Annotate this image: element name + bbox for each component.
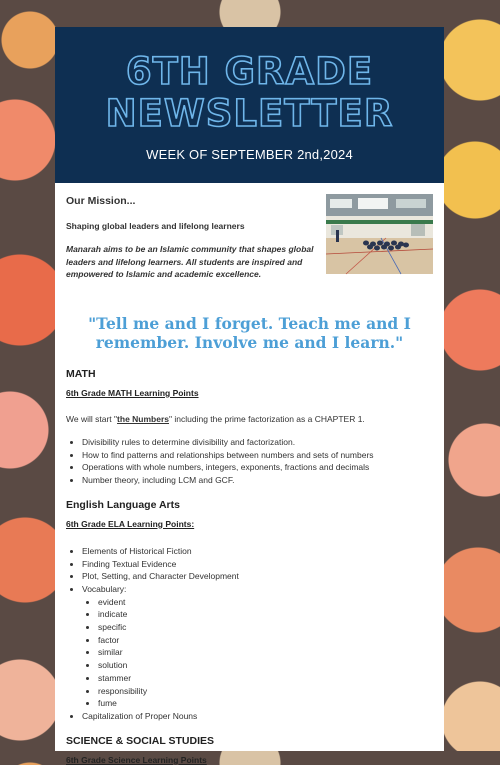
newsletter-title-line2: NEWSLETTER	[105, 92, 394, 135]
list-item: • Elements of Historical Fiction	[82, 545, 433, 558]
vocab-item: • indicate	[98, 608, 433, 621]
vocab-item: • similar	[98, 646, 433, 659]
ela-title: English Language Arts	[66, 498, 180, 511]
vocab-item: • specific	[98, 621, 433, 634]
vocab-list	[82, 596, 433, 710]
science-section	[55, 735, 444, 765]
list-item: • Operations with whole numbers, integers, exponents, fractions and decimals	[82, 461, 433, 474]
newsletter-title-line1: 6TH GRADE	[125, 50, 374, 93]
mission-title: Our Mission...	[66, 195, 136, 207]
vocab-item: • evident	[98, 596, 433, 609]
newsletter-subtitle: WEEK OF SEPTEMBER 2nd,2024	[146, 147, 353, 162]
ela-list	[66, 545, 433, 723]
math-learning-points-link[interactable]: 6th Grade MATH Learning Points	[66, 388, 199, 398]
science-title: SCIENCE & SOCIAL STUDIES	[66, 734, 214, 747]
vocab-item: • factor	[98, 634, 433, 647]
quote: "Tell me and I forget. Teach me and I remember. Involve me and I learn."	[88, 314, 411, 352]
ela-section	[55, 499, 444, 723]
vocab-item: • fume	[98, 697, 433, 710]
math-intro: We will start "the Numbers" including the prime factorization as a CHAPTER 1.	[66, 414, 365, 424]
mission-text: Manarah aims to be an Islamic community that shapes global leaders and lifelong learners. All students are inspired and empowered to Islamic and academic excellence.	[66, 244, 314, 279]
list-item: • Number theory, including LCM and GCF.	[82, 474, 433, 487]
list-item: • How to find patterns and relationships between numbers and sets of numbers	[82, 449, 433, 462]
ela-learning-points-link[interactable]: 6th Grade ELA Learning Points:	[66, 518, 195, 529]
mission-tagline: Shaping global leaders and lifelong learners	[66, 221, 245, 231]
list-item: • Capitalization of Proper Nouns	[82, 710, 433, 723]
list-item: • Divisibility rules to determine divisibility and factorization.	[82, 436, 433, 449]
list-item: • Plot, Setting, and Character Development	[82, 570, 433, 583]
the-numbers-link[interactable]: the Numbers	[117, 414, 170, 424]
gym-photo	[326, 194, 433, 274]
list-item-vocabulary: • Vocabulary: • evident • indicate • specific • factor • similar • solution • stammer • responsibility • fume	[82, 583, 433, 710]
mission-section	[55, 183, 444, 308]
newsletter-card	[55, 27, 444, 765]
vocab-item: • responsibility	[98, 685, 433, 698]
vocab-item: • stammer	[98, 672, 433, 685]
vocab-item: • solution	[98, 659, 433, 672]
math-title: MATH	[66, 368, 96, 380]
list-item: • Finding Textual Evidence	[82, 558, 433, 571]
newsletter-header	[55, 27, 444, 183]
science-learning-points-link[interactable]: 6th Grade Science Learning Points	[66, 754, 207, 765]
math-section	[55, 368, 444, 487]
math-list	[66, 436, 433, 487]
